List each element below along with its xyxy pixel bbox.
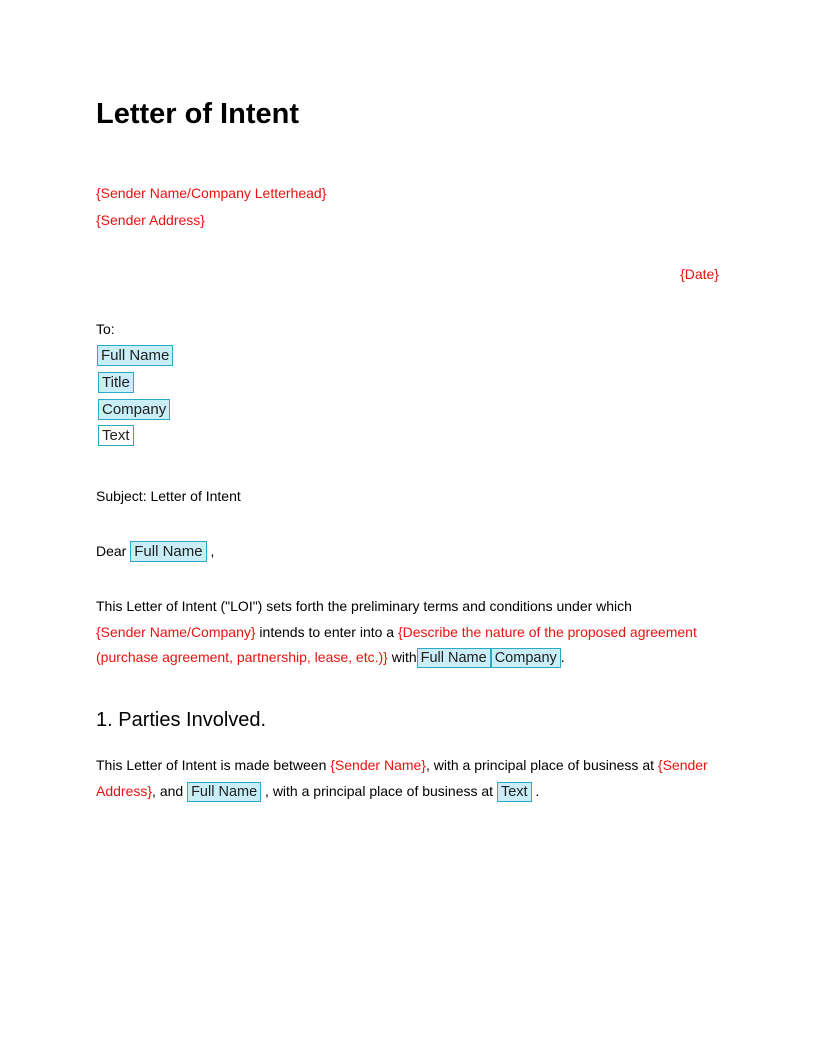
s1-text-3: , and <box>152 782 188 799</box>
recipient-full-name-field[interactable]: Full Name <box>97 345 173 366</box>
intro-agreement-placeholder: {Describe the nature of the proposed agreement (purchase agreement, partnership, lease, etc.)} <box>96 623 697 665</box>
intro-full-name-field[interactable]: Full Name <box>417 648 491 668</box>
document-title: Letter of Intent <box>96 98 299 130</box>
s1-text-1: This Letter of Intent is made between <box>96 757 331 773</box>
greeting <box>96 541 214 562</box>
s1-sender-name-placeholder: {Sender Name} <box>330 757 426 773</box>
intro-sender-company-placeholder: {Sender Name/Company} <box>96 623 256 640</box>
subject-line: Subject: Letter of Intent <box>96 488 241 504</box>
greeting-full-name-field[interactable]: Full Name <box>130 541 206 562</box>
intro-text-2: intends to enter into a <box>255 623 398 640</box>
s1-full-name-field[interactable]: Full Name <box>187 782 261 802</box>
intro-text-3: with <box>387 649 417 665</box>
intro-paragraph <box>96 594 726 671</box>
s1-text-5: . <box>531 782 540 799</box>
greeting-dear: Dear <box>96 543 127 559</box>
sender-name-placeholder: {Sender Name/Company Letterhead} <box>96 185 327 201</box>
s1-text-field[interactable]: Text <box>497 782 532 802</box>
sender-address-placeholder: {Sender Address} <box>96 212 205 228</box>
date-placeholder: {Date} <box>680 266 719 282</box>
s1-text-2: , with a principal place of business at <box>425 757 658 773</box>
intro-text-4: . <box>560 649 565 665</box>
intro-text-1: This Letter of Intent ("LOI") sets forth the preliminary terms and conditions under which <box>96 598 632 614</box>
recipient-company-field[interactable]: Company <box>98 399 170 420</box>
recipient-text-field[interactable]: Text <box>98 425 134 446</box>
intro-company-field[interactable]: Company <box>491 648 561 668</box>
to-label: To: <box>96 321 115 337</box>
s1-sender-address-placeholder: {Sender Address} <box>96 757 708 799</box>
greeting-comma: , <box>210 543 215 559</box>
s1-text-4: , with a principal place of business at <box>261 782 497 799</box>
section-1-paragraph <box>96 753 726 804</box>
section-1-heading: 1. Parties Involved. <box>96 709 267 731</box>
recipient-title-field[interactable]: Title <box>98 372 134 393</box>
